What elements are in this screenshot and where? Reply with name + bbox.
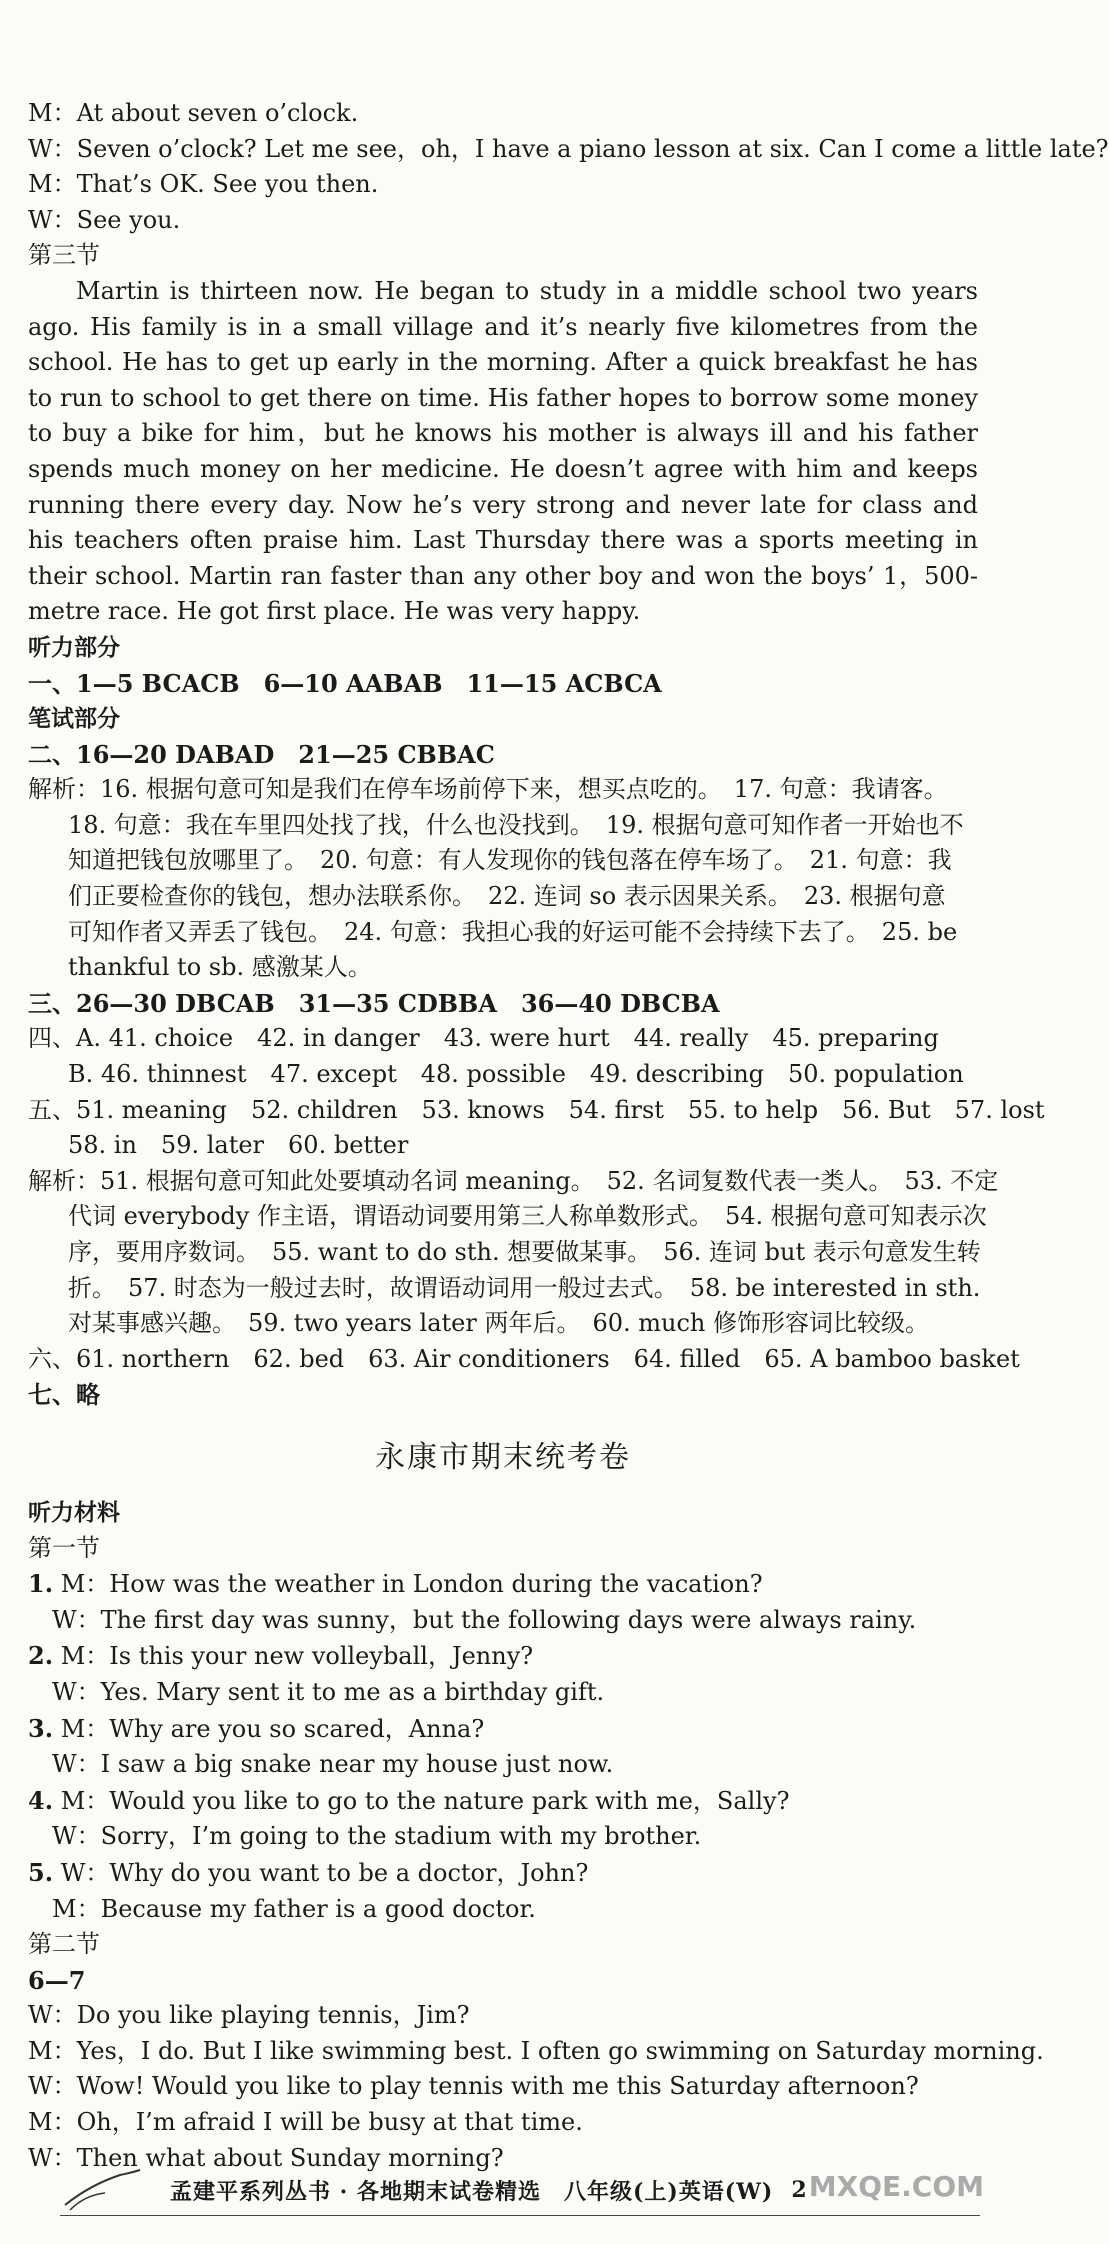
listening-answers: 一、1—5 BCACB 6—10 AABAB 11—15 ACBCA — [28, 668, 662, 698]
dialogue-line: W：Then what about Sunday morning? — [28, 2143, 504, 2172]
question-number: 2. — [28, 1641, 54, 1671]
written-heading: 笔试部分 — [28, 705, 120, 733]
analysis-block-2 — [28, 1164, 999, 1342]
section1-dialogues — [28, 1566, 978, 1927]
analysis-line: 可知作者又弄丢了钱包。 24. 句意：我担心我的好运可能不会持续下去了。 25. be — [68, 917, 958, 946]
analysis-line: 解析：16. 根据句意可知是我们在停车场前停下来，想买点吃的。 17. 句意：我请客。 — [28, 775, 948, 804]
analysis-line: 对某事感兴趣。 59. two years later 两年后。 60. much 修饰形容词比较级。 — [68, 1309, 930, 1338]
section5-line: 五、51. meaning 52. children 53. knows 54. first 55. to help 56. But 57. lost — [28, 1095, 1045, 1124]
dialogue-line: W：Do you like playing tennis，Jim? — [28, 2001, 470, 2030]
section4-line: 四、A. 41. choice 42. in danger 43. were hurt 44. really 45. preparing — [28, 1024, 939, 1053]
dialogue-line: W：The first day was sunny，but the following days were always rainy. — [52, 1605, 917, 1634]
watermark: MXQE.COM — [808, 2170, 984, 2203]
dialogue-line: W：Yes. Mary sent it to me as a birthday gift. — [52, 1677, 605, 1706]
analysis-line: 18. 句意：我在车里四处找了找，什么也没找到。 19. 根据句意可知作者一开始也不 — [68, 810, 964, 839]
question-range: 6—7 — [28, 1965, 86, 1995]
analysis-line: 们正要检查你的钱包，想办法联系你。 22. 连词 so 表示因果关系。 23. 根据句意 — [68, 882, 946, 911]
exam-title: 永康市期末统考卷 — [375, 1439, 631, 1475]
listening-passage: Martin is thirteen now. He began to study in a middle school two years ago. His family is in a small village and it’s nearly five kilometres from the school. He has to get up early in the morning. After a quick breakfast he has to run to school to get there on time. His father hopes to borrow some money to buy a bike for him，but he knows his mother is always ill and his father spends much money on her medicine. He doesn’t agree with him and keeps running there every day. Now he’s very strong and never late for class and his teachers often praise him. Last Thursday there was a sports meeting in their school. Martin ran faster than any other boy and won the boys’ 1，500-metre race. He got first place. He was very happy. — [28, 276, 978, 626]
question-number: 3. — [28, 1713, 54, 1743]
dialogue-line: W：Wow! Would you like to play tennis with me this Saturday afternoon? — [28, 2072, 919, 2101]
section2-dialogue — [28, 1998, 1044, 2176]
materials-heading: 听力材料 — [28, 1498, 120, 1526]
question-number: 5. — [28, 1857, 54, 1887]
section2-answers: 二、16—20 DABAD 21—25 CBBAC — [28, 739, 495, 769]
dialogue-line: W：Sorry，I’m going to the stadium with my brother. — [52, 1822, 702, 1851]
section-label: 第三节 — [28, 241, 100, 270]
footer-series: 孟建平系列丛书 · 各地期末试卷精选 八年级(上)英语(W) — [170, 2178, 774, 2205]
section6-answers: 六、61. northern 62. bed 63. Air conditioners 64. filled 65. A bamboo basket — [28, 1344, 1020, 1373]
dialogue-line: W：I saw a big snake near my house just now. — [52, 1750, 614, 1779]
dialogue-line: 5. W：Why do you want to be a doctor，John? — [28, 1857, 589, 1887]
analysis-line: 知道把钱包放哪里了。 20. 句意：有人发现你的钱包落在停车场了。 21. 句意：我 — [68, 846, 952, 875]
dialogue-line: 1. M：How was the weather in London during the vacation? — [28, 1569, 763, 1599]
analysis-line: thankful to sb. 感激某人。 — [68, 953, 372, 982]
question-number: 4. — [28, 1785, 54, 1815]
section7-answers: 七、略 — [28, 1380, 100, 1410]
dialogue-line: 3. M：Why are you so scared，Anna? — [28, 1713, 485, 1743]
answer-page — [28, 96, 1109, 2176]
dialogue-line: W：Seven o’clock? Let me see，oh，I have a piano lesson at six. Can I come a little late? — [28, 134, 1109, 163]
dialogue-line: M：Because my father is a good doctor. — [52, 1894, 536, 1923]
analysis-block-1 — [28, 772, 978, 986]
question-number: 1. — [28, 1569, 54, 1599]
section3-answers: 三、26—30 DBCAB 31—35 CDBBA 36—40 DBCBA — [28, 988, 720, 1018]
section4-line: B. 46. thinnest 47. except 48. possible 49. describing 50. population — [68, 1060, 964, 1089]
listening-heading: 听力部分 — [28, 633, 120, 661]
page-number: 2 — [791, 2177, 807, 2203]
section5-line: 58. in 59. later 60. better — [68, 1131, 409, 1160]
top-dialogue — [28, 96, 1109, 238]
dialogue-line: M：At about seven o’clock. — [28, 99, 359, 127]
dialogue-line: 2. M：Is this your new volleyball，Jenny? — [28, 1641, 534, 1671]
analysis-line: 代词 everybody 作主语，谓语动词要用第三人称单数形式。 54. 根据句意可知表示次 — [68, 1202, 987, 1231]
dialogue-line: 4. M：Would you like to go to the nature park with me，Sally? — [28, 1785, 790, 1815]
dialogue-line: W：See you. — [28, 205, 181, 234]
section-label: 第一节 — [28, 1533, 100, 1562]
dialogue-line: M：That’s OK. See you then. — [28, 170, 379, 199]
analysis-line: 解析：51. 根据句意可知此处要填动名词 meaning。 52. 名词复数代表一类人。 53. 不定 — [28, 1166, 999, 1195]
footer-rule — [60, 2215, 980, 2216]
dialogue-line: M：Oh，I’m afraid I will be busy at that time. — [28, 2108, 583, 2137]
dialogue-line: M：Yes，I do. But I like swimming best. I often go swimming on Saturday morning. — [28, 2036, 1044, 2065]
analysis-line: 折。 57. 时态为一般过去时，故谓语动词用一般过去式。 58. be interested in sth. — [68, 1273, 981, 1302]
section-label: 第二节 — [28, 1930, 100, 1959]
analysis-line: 序，要用序数词。 55. want to do sth. 想要做某事。 56. 连词 but 表示句意发生转 — [68, 1238, 981, 1266]
